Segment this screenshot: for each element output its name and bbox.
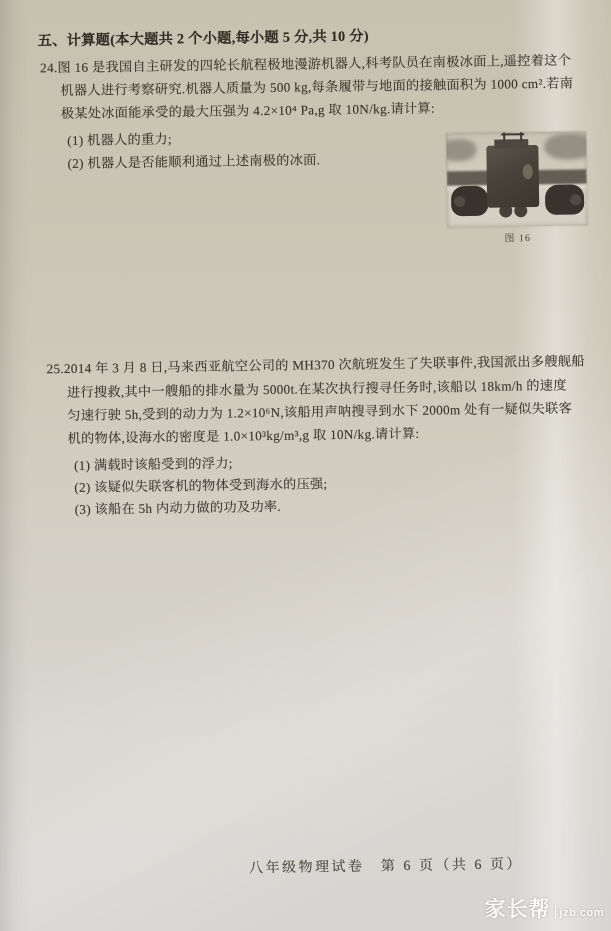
- page-footer: 八年级物理试卷 第 6 页（共 6 页）: [248, 857, 524, 877]
- watermark-separator: |: [553, 903, 558, 920]
- rover-body-top: [494, 139, 528, 149]
- section-heading: 五、计算题(本大题共 2 个小题,每小题 5 分,共 10 分): [37, 28, 369, 50]
- rover-side-port: [523, 164, 533, 179]
- watermark-site: jzb.com: [559, 907, 604, 919]
- q24-line-1: 24.图 16 是我国自主研发的四轮长航程极地漫游机器人,科考队员在南极冰面上,遥控着这个: [40, 52, 572, 76]
- rover-wheel-icon: [570, 194, 581, 205]
- watermark: [485, 900, 604, 920]
- q24-sub-2: (2) 机器人是否能顺利通过上述南极的冰面.: [67, 152, 321, 171]
- q25-sub-2: (2) 该疑似失联客机的物体受到海水的压强;: [74, 476, 328, 495]
- q25-line-2: 进行搜救,其中一艘船的排水量为 5000t.在某次执行搜寻任务时,该船以 18km/h 的速度: [66, 377, 567, 400]
- q25-sub-3: (3) 该船在 5h 内动力做的功及功率.: [74, 498, 282, 517]
- q25-sub-1: (1) 满载时该船受到的浮力;: [73, 455, 233, 473]
- q25-line-4: 机的物体,设海水的密度是 1.0×10³kg/m³,g 取 10N/kg.请计算:: [67, 425, 420, 446]
- q25-line-3: 匀速行驶 5h,受到的动力为 1.2×10⁶N,该船用声呐搜寻到水下 2000m 处有一疑似失联客: [67, 400, 573, 423]
- photo-background-rocks-right: [544, 133, 587, 160]
- q25-line-1: 25.2014 年 3 月 8 日,马来西亚航空公司的 MH370 次航班发生了失联事件,我国派出多艘舰船: [46, 353, 585, 377]
- rover-right-track: [545, 184, 584, 215]
- figure-16-caption: 图 16: [504, 233, 532, 245]
- rover-wheel-icon: [454, 196, 465, 207]
- q24-line-3: 极某处冰面能承受的最大压强为 4.2×10⁴ Pa,g 取 10N/kg.请计算:: [60, 100, 436, 122]
- q24-sub-1: (1) 机器人的重力;: [67, 131, 173, 148]
- q24-line-2: 机器人进行考察研究.机器人质量为 500 kg,每条履带与地面的接触面积为 1000 cm².若南: [60, 75, 574, 99]
- photo-background-rocks-left: [446, 139, 476, 162]
- watermark-brand: 家长帮: [484, 898, 551, 921]
- figure-16: [446, 131, 588, 243]
- rover-antenna-bar: [501, 133, 524, 135]
- rover-photo: [446, 131, 587, 227]
- rover-left-track: [451, 186, 488, 217]
